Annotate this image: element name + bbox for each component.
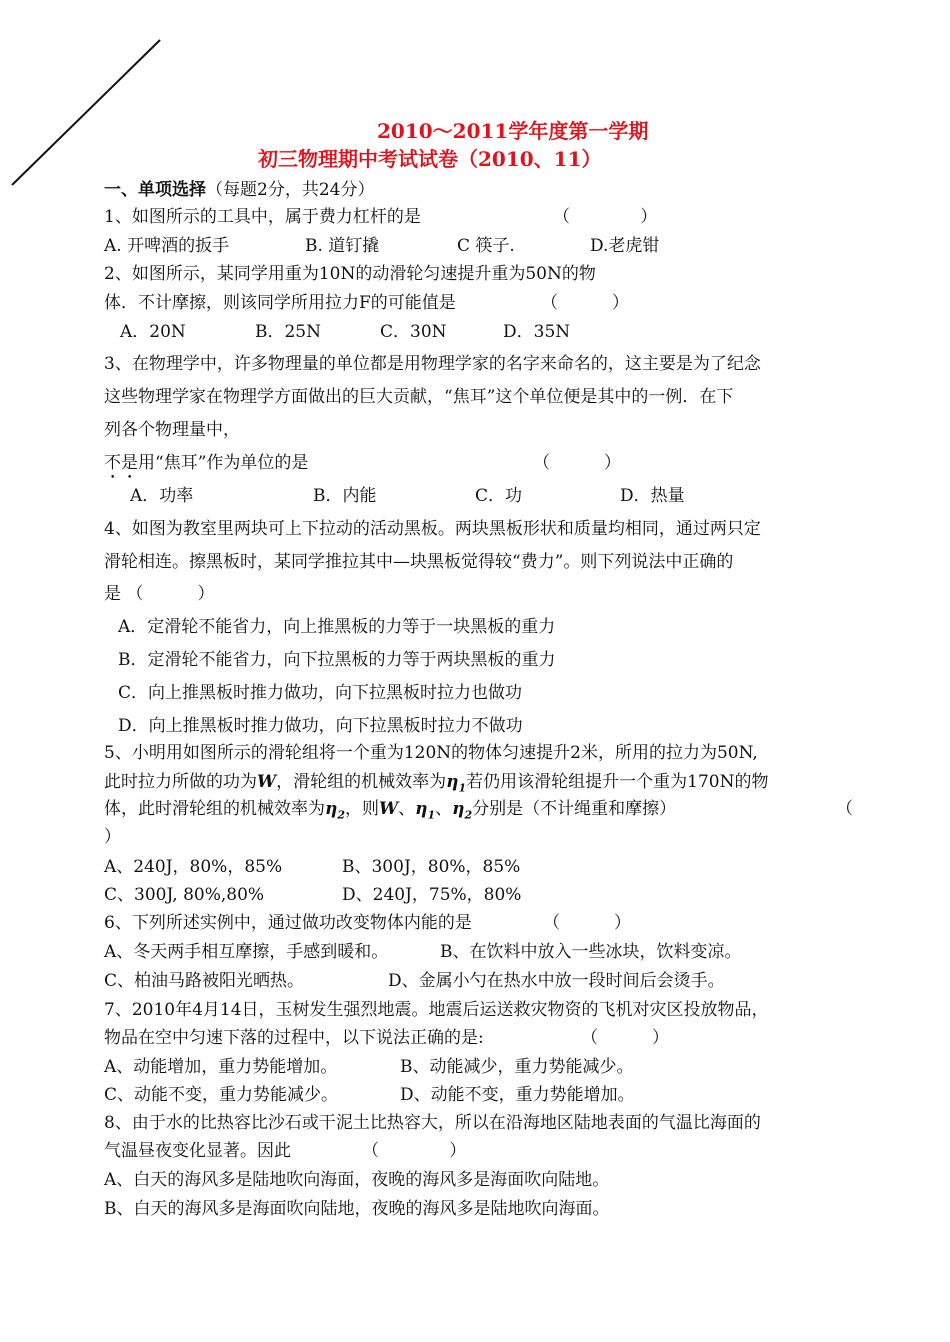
q3-emphasis: 不是 [104, 453, 138, 473]
q7-line-2: 物品在空中匀速下落的过程中，以下说法正确的是: [104, 1028, 484, 1048]
q7-option-d: D、动能不变，重力势能增加。 [400, 1085, 635, 1105]
q6-option-b: B、在饮料中放入一些冰块，饮料变凉。 [440, 942, 742, 962]
q2-option-a: A．20N [120, 322, 186, 342]
q5-paren-close: ） [104, 827, 121, 847]
q6-answer-paren: （ ） [543, 913, 632, 933]
q3-line-4 [104, 452, 308, 483]
q4-line-1: 4、如图为教室里两块可上下拉动的活动黑板。两块黑板形状和质量均相同，通过两只定 [104, 519, 761, 539]
q3-option-d: D．热量 [620, 486, 685, 506]
q3-line-1: 3、在物理学中，许多物理量的单位都是用物理学家的名字来命名的，这主要是为了纪念 [104, 354, 761, 374]
q8-option-a: A、白天的海风多是陆地吹向海面，夜晚的海风多是海面吹向陆地。 [104, 1170, 610, 1190]
q5-symbol-w-2: W [379, 799, 399, 819]
q4-option-c: C．向上推黑板时推力做功，向下拉黑板时拉力也做功 [118, 683, 523, 703]
q5-line-3c: 、 [398, 799, 416, 819]
q5-line-3d: 、 [435, 799, 453, 819]
q7-answer-paren: （ ） [581, 1028, 670, 1048]
q5-line-3 [104, 798, 676, 826]
q2-option-d: D．35N [503, 322, 571, 342]
q5-symbol-eta1: η [446, 772, 459, 792]
q5-option-b: B、300J，80%，85% [342, 857, 521, 877]
q3-line-2: 这些物理学家在物理学方面做出的巨大贡献，“焦耳”这个单位便是其中的一例．在下 [104, 387, 734, 407]
q5-eta2-sub: 2 [337, 808, 346, 822]
q2-line-2: 体．不计摩擦，则该同学所用拉力F的可能值是 [104, 293, 456, 313]
title-line-1: 2010～2011学年度第一学期 [377, 119, 649, 143]
q5-paren-open: （ [836, 799, 853, 819]
q5-line-2b: ，滑轮组的机械效率为 [276, 772, 447, 792]
q5-line-2a: 此时拉力所做的功为 [104, 772, 257, 792]
section-note: （每题2分，共24分） [206, 180, 375, 200]
q5-line-2c: 若仍用该滑轮组提升一个重为170N的物 [466, 772, 769, 792]
q2-option-c: C．30N [380, 322, 447, 342]
q1-answer-paren: （ ） [553, 207, 658, 227]
q8-line-1: 8、由于水的比热容比沙石或干泥土比热容大，所以在沿海地区陆地表面的气温比海面的 [104, 1113, 761, 1133]
title-line-2: 初三物理期中考试试卷（2010、11） [258, 147, 602, 171]
q8-option-b: B、白天的海风多是海面吹向陆地，夜晚的海风多是陆地吹向海面。 [104, 1199, 610, 1219]
q5-eta2-sub-2: 2 [464, 808, 473, 822]
q8-answer-paren: （ ） [362, 1141, 467, 1161]
q5-symbol-w: W [257, 772, 277, 792]
q4-line-2: 滑轮相连。擦黑板时，某同学推拉其中—块黑板觉得较“费力”。则下列说法中正确的 [104, 552, 734, 572]
q4-option-d: D．向上推黑板时推力做功，向下拉黑板时拉力不做功 [118, 716, 523, 736]
section-heading [104, 179, 374, 201]
q7-option-c: C、动能不变，重力势能减少。 [104, 1085, 339, 1105]
q5-eta1-sub-2: 1 [427, 808, 436, 822]
q3-option-a: A．功率 [130, 486, 194, 506]
q7-line-1: 7、2010年4月14日，玉树发生强烈地震。地震后运送救灾物资的飞机对灾区投放物品， [104, 1000, 769, 1020]
q5-symbol-eta2-2: η [452, 799, 465, 819]
q1-stem: 1、如图所示的工具中，属于费力杠杆的是 [104, 207, 421, 227]
q2-answer-paren: （ ） [541, 293, 630, 313]
q3-option-c: C．功 [475, 486, 523, 506]
q3-answer-paren: （ ） [533, 453, 622, 473]
q5-option-a: A、240J，80%，85% [104, 857, 283, 877]
q4-option-a: A．定滑轮不能省力，向上推黑板的力等于一块黑板的重力 [118, 617, 556, 637]
q4-option-b: B．定滑轮不能省力，向下拉黑板的力等于两块黑板的重力 [118, 650, 556, 670]
q5-line-3b: ，则 [345, 799, 380, 819]
q7-option-a: A、动能增加，重力势能增加。 [104, 1057, 338, 1077]
q5-symbol-eta1-2: η [415, 799, 428, 819]
q5-eta1-sub: 1 [458, 781, 467, 795]
q1-option-b: B. 道钉撬 [305, 236, 380, 256]
q7-option-b: B、动能减少，重力势能减少。 [400, 1057, 634, 1077]
section-label: 一、单项选择 [104, 180, 206, 200]
q6-option-d: D、金属小勺在热水中放一段时间后会烫手。 [388, 971, 725, 991]
corner-diagonal-line [0, 0, 170, 200]
q5-option-d: D、240J，75%，80% [342, 885, 522, 905]
q4-line-3: 是 （ ） [104, 584, 215, 604]
q5-line-3a: 体，此时滑轮组的机械效率为 [104, 799, 325, 819]
q8-line-2: 气温昼夜变化显著。因此 [104, 1141, 291, 1161]
q1-option-d: D.老虎钳 [590, 236, 660, 256]
q5-line-1: 5、小明用如图所示的滑轮组将一个重为120N的物体匀速提升2米，所用的拉力为50N, [104, 743, 758, 763]
q3-line-4-text: 用“焦耳”作为单位的是 [138, 453, 309, 473]
q2-option-b: B．25N [255, 322, 321, 342]
q6-option-c: C、柏油马路被阳光晒热。 [104, 971, 305, 991]
q5-option-c: C、300J, 80%,80% [104, 885, 265, 905]
q5-line-3e: 分别是（不计绳重和摩擦） [472, 799, 677, 819]
q5-line-2 [104, 771, 768, 799]
q3-option-b: B．内能 [313, 486, 377, 506]
q6-option-a: A、冬天两手相互摩擦，手感到暖和。 [104, 942, 389, 962]
q5-symbol-eta2: η [325, 799, 338, 819]
q1-option-a: A. 开啤酒的扳手 [104, 236, 230, 256]
q6-stem: 6、下列所述实例中，通过做功改变物体内能的是 [104, 913, 472, 933]
q2-line-1: 2、如图所示，某同学用重为10N的动滑轮匀速提升重为50N的物 [104, 264, 596, 284]
q3-line-3: 列各个物理量中， [104, 420, 240, 440]
q1-option-c: C 筷子. [457, 236, 515, 256]
